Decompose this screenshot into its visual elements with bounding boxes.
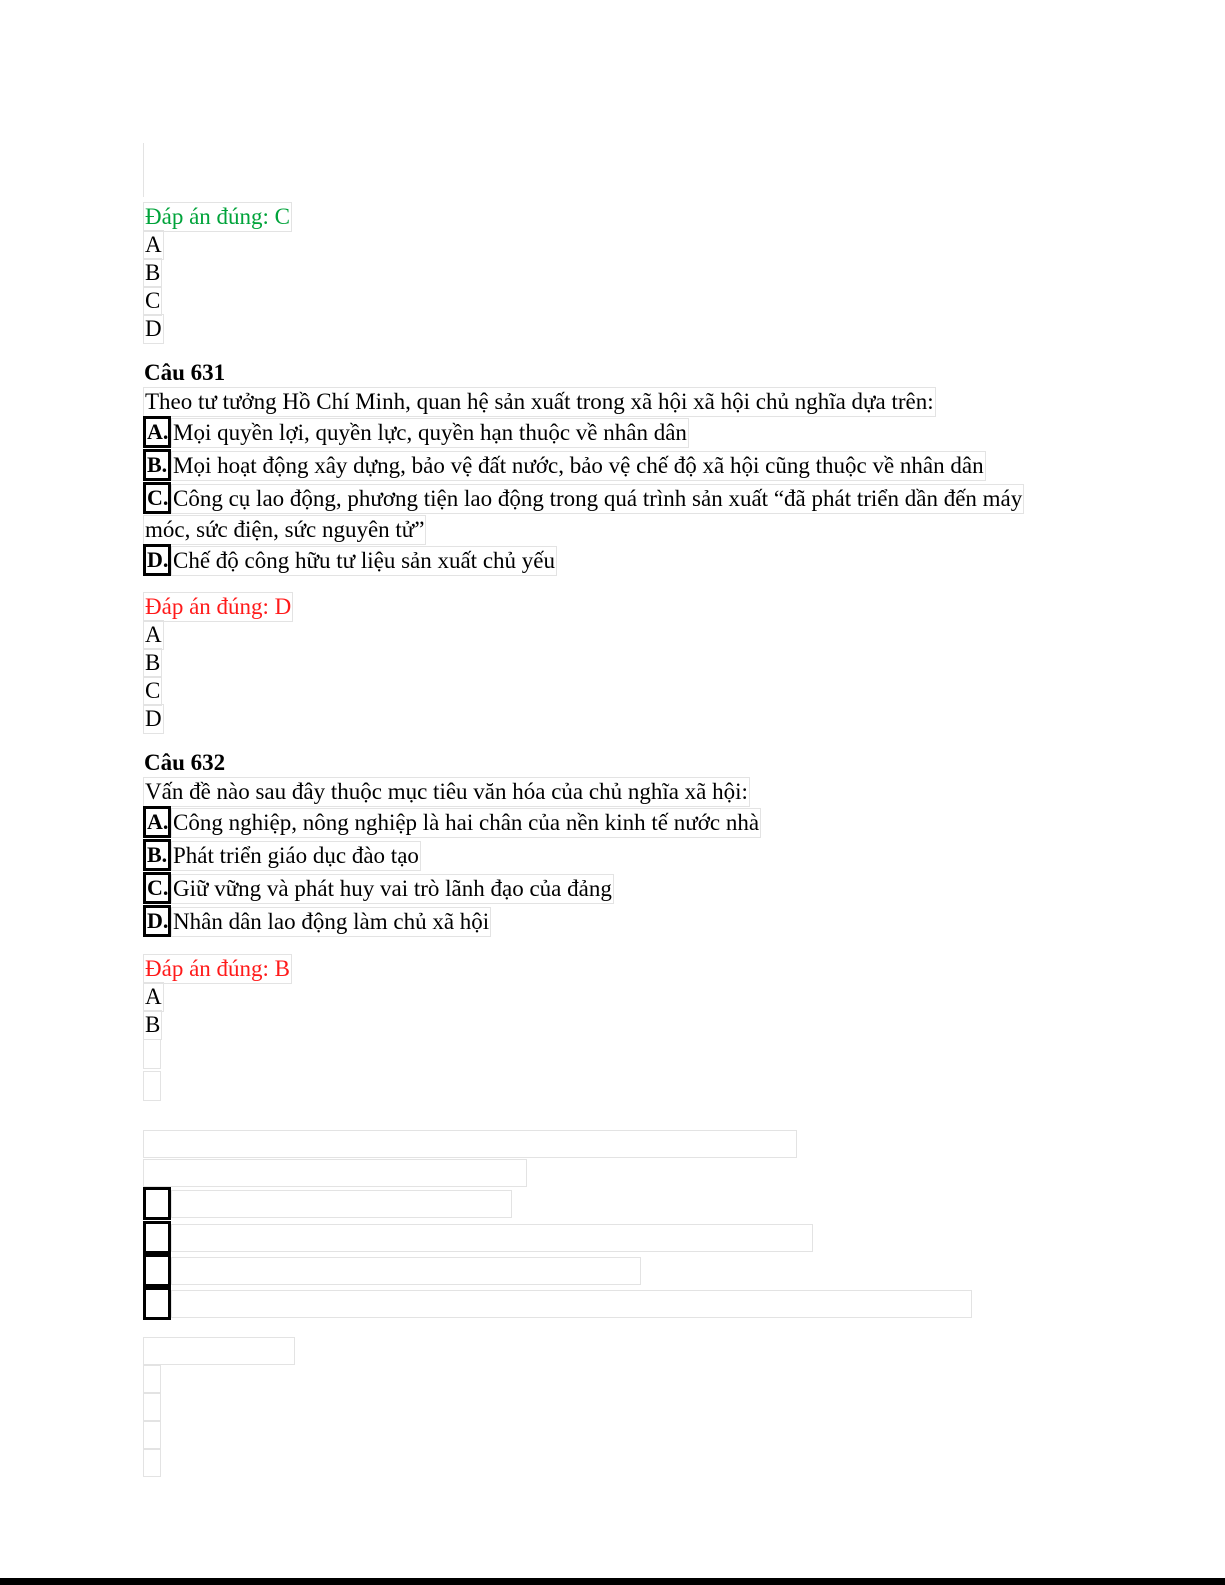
empty-option-box: [143, 1254, 171, 1287]
option-c-key: C.: [143, 872, 171, 904]
empty-option-frame: [171, 1190, 512, 1218]
option-d-key: D.: [143, 544, 171, 576]
question-text: Vấn đề nào sau đây thuộc mục tiêu văn hóa của chủ nghĩa xã hội:: [143, 777, 750, 807]
letter-d: D: [143, 704, 164, 734]
option-a-key: A.: [143, 806, 171, 838]
option-a-text: Mọi quyền lợi, quyền lực, quyền hạn thuộc về nhân dân: [171, 418, 689, 448]
option-c-text-continued: móc, sức điện, sức nguyên tử”: [143, 515, 426, 545]
letter-a: A: [143, 982, 164, 1012]
empty-letter-frame: [143, 1365, 161, 1393]
letter-d: D: [143, 314, 164, 344]
option-c-key: C.: [143, 482, 171, 514]
empty-letter-frame: [143, 1039, 161, 1069]
empty-letter-frame: [143, 1071, 161, 1101]
empty-answer-frame: [143, 1337, 295, 1365]
letter-a: A: [143, 620, 164, 650]
answer-label: Đáp án đúng: B: [143, 954, 292, 984]
option-b-text: Mọi hoạt động xây dựng, bảo vệ đất nước, bảo vệ chế độ xã hội cũng thuộc về nhân dân: [171, 451, 986, 481]
empty-option-box: [143, 1221, 171, 1254]
option-b-key: B.: [143, 839, 171, 871]
option-c-text: Công cụ lao động, phương tiện lao động trong quá trình sản xuất “đã phát triển dần đến máy: [171, 484, 1024, 514]
letter-c: C: [143, 676, 162, 706]
letter-a: A: [143, 230, 164, 260]
question-title: Câu 632: [144, 750, 226, 775]
question-text: Theo tư tưởng Hồ Chí Minh, quan hệ sản xuất trong xã hội xã hội chủ nghĩa dựa trên:: [143, 387, 936, 417]
empty-option-box: [143, 1287, 171, 1320]
option-b-key: B.: [143, 449, 171, 481]
option-a-key: A.: [143, 416, 171, 448]
option-b-text: Phát triển giáo dục đào tạo: [171, 841, 421, 871]
letter-b: B: [143, 258, 162, 288]
letter-b: B: [143, 648, 162, 678]
empty-option-frame: [171, 1257, 641, 1285]
empty-letter-frame: [143, 1393, 161, 1421]
empty-option-box: [143, 1187, 171, 1220]
empty-question-frame: [143, 1159, 527, 1187]
empty-option-frame: [171, 1224, 813, 1252]
letter-b: B: [143, 1010, 162, 1040]
option-d-text: Chế độ công hữu tư liệu sản xuất chủ yếu: [171, 546, 557, 576]
option-d-text: Nhân dân lao động làm chủ xã hội: [171, 907, 491, 937]
option-a-text: Công nghiệp, nông nghiệp là hai chân của nền kinh tế nước nhà: [171, 808, 761, 838]
page-bottom-border: [0, 1578, 1225, 1585]
letter-c: C: [143, 286, 162, 316]
empty-title-frame: [143, 1130, 797, 1158]
option-c-text: Giữ vững và phát huy vai trò lãnh đạo của đảng: [171, 874, 614, 904]
answer-label: Đáp án đúng: D: [143, 592, 293, 622]
empty-option-frame: [171, 1290, 972, 1318]
empty-letter-frame: [143, 1421, 161, 1449]
option-d-key: D.: [143, 905, 171, 937]
previous-answer-label: Đáp án đúng: C: [143, 202, 292, 232]
question-title: Câu 631: [144, 360, 226, 385]
empty-letter-frame: [143, 1449, 161, 1477]
empty-text-frame: [143, 143, 146, 197]
